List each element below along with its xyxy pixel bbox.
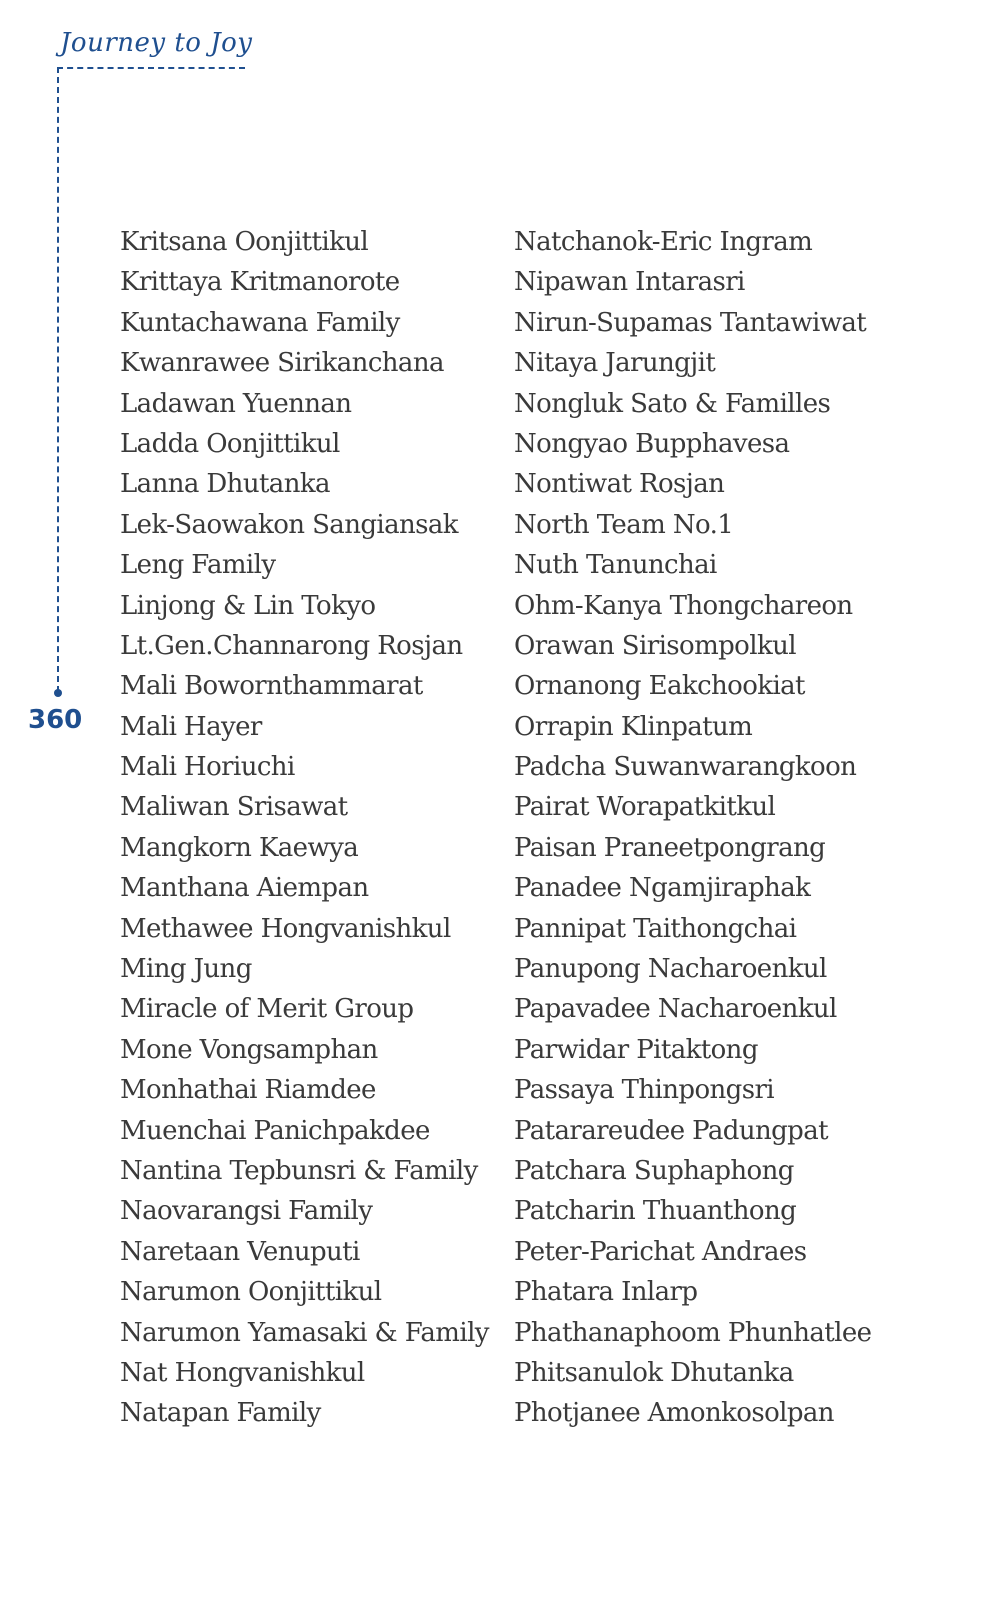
list-item: Naretaan Venuputi [120, 1236, 360, 1267]
list-item: Phatara Inlarp [514, 1277, 698, 1308]
list-item: Nitaya Jarungjit [514, 348, 716, 379]
list-item: Nipawan Intarasri [514, 267, 745, 298]
list-item: Lanna Dhutanka [120, 469, 330, 500]
list-item: Lek-Saowakon Sangiansak [120, 509, 458, 540]
list-item: Kuntachawana Family [120, 307, 400, 338]
dashed-rule-horizontal [57, 67, 245, 69]
list-item: Muenchai Panichpakdee [120, 1115, 430, 1146]
list-item: Monhathai Riamdee [120, 1075, 376, 1106]
list-item: Orrapin Klinpatum [514, 711, 753, 742]
list-item: Mali Bowornthammarat [120, 671, 423, 702]
list-item: Peter-Parichat Andraes [514, 1236, 807, 1267]
list-item: Natapan Family [120, 1398, 321, 1429]
list-item: Manthana Aiempan [120, 873, 369, 904]
list-item: Linjong & Lin Tokyo [120, 590, 376, 621]
list-item: Natchanok-Eric Ingram [514, 227, 813, 257]
page-number: 360 [28, 705, 83, 735]
list-item: Parwidar Pitaktong [514, 1034, 758, 1065]
running-header-title: Journey to Joy [60, 28, 253, 58]
list-item: Nuth Tanunchai [514, 550, 717, 581]
list-item: Nantina Tepbunsri & Family [120, 1155, 478, 1186]
names-column-left [120, 222, 490, 1434]
list-item: Methawee Hongvanishkul [120, 913, 451, 944]
list-item: Panupong Nacharoenkul [514, 954, 827, 985]
list-item: Passaya Thinpongsri [514, 1075, 774, 1106]
list-item: Nongluk Sato & Familles [514, 388, 831, 419]
list-item: Kwanrawee Sirikanchana [120, 348, 444, 379]
list-item: Mangkorn Kaewya [120, 832, 359, 863]
list-item: Phitsanulok Dhutanka [514, 1357, 794, 1388]
list-item: Ladda Oonjittikul [120, 428, 340, 459]
list-item: Lt.Gen.Channarong Rosjan [120, 630, 463, 661]
list-item: Orawan Sirisompolkul [514, 630, 796, 661]
dashed-rule-end-dot [54, 689, 62, 697]
list-item: Patarareudee Padungpat [514, 1115, 828, 1146]
list-item: Ohm-Kanya Thongchareon [514, 590, 853, 621]
list-item: Pannipat Taithongchai [514, 913, 797, 944]
list-item: Narumon Yamasaki & Family [120, 1317, 489, 1348]
dashed-rule-vertical [57, 67, 59, 692]
list-item: Nirun-Supamas Tantawiwat [514, 307, 867, 338]
names-column-right [514, 222, 984, 1434]
list-item: Nontiwat Rosjan [514, 469, 725, 500]
list-item: Mone Vongsamphan [120, 1034, 378, 1065]
list-item: Patchara Suphaphong [514, 1155, 794, 1186]
list-item: Pairat Worapatkitkul [514, 792, 776, 823]
list-item: Narumon Oonjittikul [120, 1277, 382, 1308]
list-item: Phathanaphoom Phunhatlee [514, 1317, 872, 1348]
list-item: Ming Jung [120, 954, 252, 985]
list-item: Mali Horiuchi [120, 752, 295, 783]
list-item: Papavadee Nacharoenkul [514, 994, 837, 1025]
list-item: Photjanee Amonkosolpan [514, 1398, 834, 1429]
list-item: Krittaya Kritmanorote [120, 267, 400, 298]
list-item: North Team No.1 [514, 509, 734, 540]
list-item: Mali Hayer [120, 711, 262, 742]
list-item: Nongyao Bupphavesa [514, 428, 790, 459]
list-item: Naovarangsi Family [120, 1196, 373, 1227]
list-item: Padcha Suwanwarangkoon [514, 752, 857, 783]
list-item: Ornanong Eakchookiat [514, 671, 805, 702]
list-item: Maliwan Srisawat [120, 792, 348, 823]
list-item: Ladawan Yuennan [120, 388, 352, 419]
list-item: Paisan Praneetpongrang [514, 832, 826, 863]
list-item: Miracle of Merit Group [120, 994, 414, 1025]
list-item: Leng Family [120, 550, 276, 581]
list-item: Nat Hongvanishkul [120, 1357, 365, 1388]
list-item: Patcharin Thuanthong [514, 1196, 797, 1227]
list-item: Kritsana Oonjittikul [120, 227, 369, 257]
list-item: Panadee Ngamjiraphak [514, 873, 811, 904]
